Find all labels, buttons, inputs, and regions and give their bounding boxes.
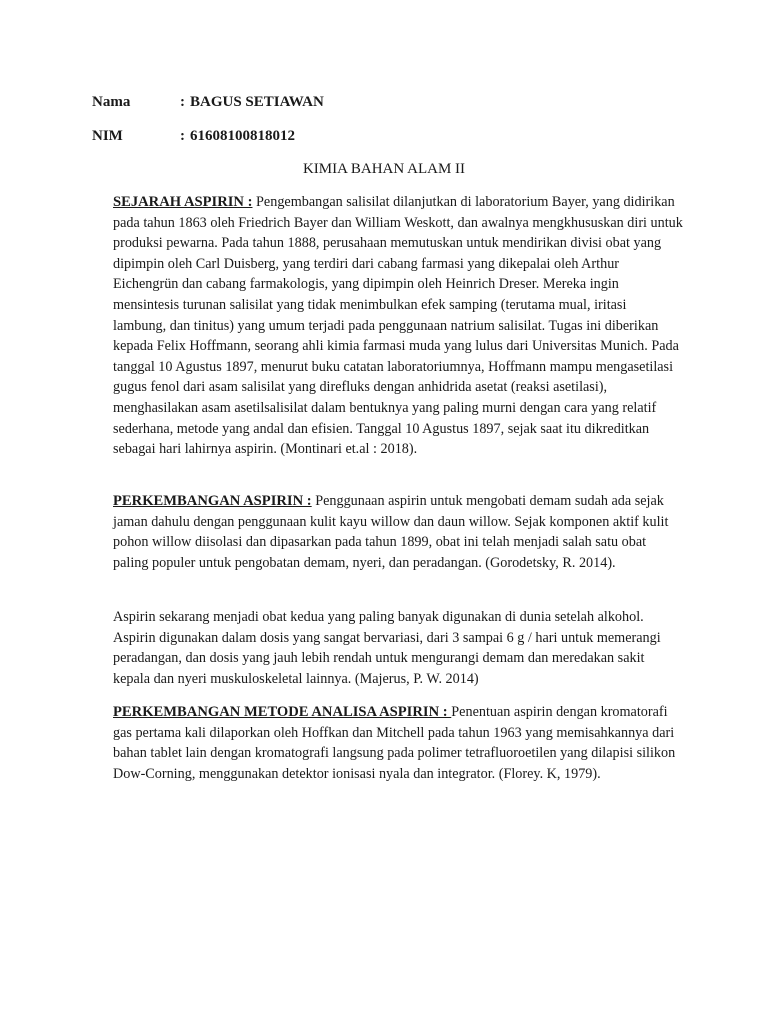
name-label: Nama [92, 94, 131, 110]
paragraph-aspirin-kedua: Aspirin sekarang menjadi obat kedua yang paling banyak digunakan di dunia setelah alkohol. Aspirin digunakan dalam dosis yang sangat bervariasi, dari 3 sampai 6 g / hari untuk memerangi peradangan, dan dosis yang jauh lebih rendah untuk mengurangi demam dan meredakan sakit kepala dan nyeri muskuloskeletal lainnya. (Majerus, P. W. 2014) [113, 609, 661, 687]
section-heading-perkembangan: PERKEMBANGAN ASPIRIN : [113, 493, 312, 509]
name-value: BAGUS SETIAWAN [190, 94, 324, 110]
section-body-metode: Penentuan aspirin dengan kromatorafi gas pertama kali dilaporkan oleh Hoffkan dan Mitchell pada tahun 1963 yang memisahkannya dari bahan tablet lain dengan kromatografi langsung pada polimer tetrafluoroetilen yang dilapisi silikon Dow-Corning, menggunakan detektor ionisasi nyala dan integrator. (Florey. K, 1979). [113, 704, 676, 782]
section-perkembangan-aspirin [113, 491, 683, 573]
nim-label: NIM [92, 128, 123, 144]
nim-colon: : [180, 128, 185, 144]
section-sejarah-aspirin [113, 192, 683, 460]
document-title: KIMIA BAHAN ALAM II [302, 161, 466, 177]
nim-field [92, 128, 295, 145]
section-metode-analisa [113, 702, 683, 784]
section-heading-sejarah: SEJARAH ASPIRIN : [113, 194, 253, 210]
section-body-sejarah: Pengembangan salisilat dilanjutkan di laboratorium Bayer, yang didirikan pada tahun 1863 oleh Friedrich Bayer dan William Weskott, dan awalnya mengkhususkan diri untuk produksi pewarna. Pada tahun 1888, perusahaan memutuskan untuk mendirikan divisi obat yang dipimpin oleh Carl Duisberg, yang terdiri dari cabang farmasi yang dikepalai oleh Arthur Eichengrün dan cabang farmakologis, yang dipimpin oleh Heinrich Dreser. Mereka ingin mensintesis turunan salisilat yang tidak menimbulkan efek samping (terutama mual, iritasi lambung, dan tinitus) yang umum terjadi pada penggunaan natrium salisilat. Tugas ini diberikan kepada Felix Hoffmann, seorang ahli kimia farmasi muda yang lulus dari Universitas Munich. Pada tanggal 10 Agustus 1897, menurut buku catatan laboratoriumnya, Hoffmann mampu mengasetilasi gugus fenol dari asam salisilat yang direfluks dengan anhidrida asetat (reaksi asetilasi), menghasilakan asam asetilsalisilat dalam bentuknya yang paling murni dengan cara yang relatif sederhana, metode yang andal dan efisien. Tanggal 10 Agustus 1897, sejak saat itu dikreditkan sebagai hari lahirnya aspirin. (Montinari et.al : 2018). [113, 194, 683, 458]
name-colon: : [180, 94, 185, 110]
section-body-perkembangan: Penggunaan aspirin untuk mengobati demam sudah ada sejak jaman dahulu dengan penggunaan kulit kayu willow dan daun willow. Sejak komponen aktif kulit pohon willow diisolasi dan dipasarkan pada tahun 1899, obat ini telah menjadi salah satu obat paling populer untuk pengobatan demam, nyeri, dan peradangan. (Gorodetsky, R. 2014). [113, 493, 669, 571]
name-field [92, 94, 324, 111]
section-heading-metode: PERKEMBANGAN METODE ANALISA ASPIRIN : [113, 704, 452, 720]
nim-value: 61608100818012 [190, 128, 295, 144]
